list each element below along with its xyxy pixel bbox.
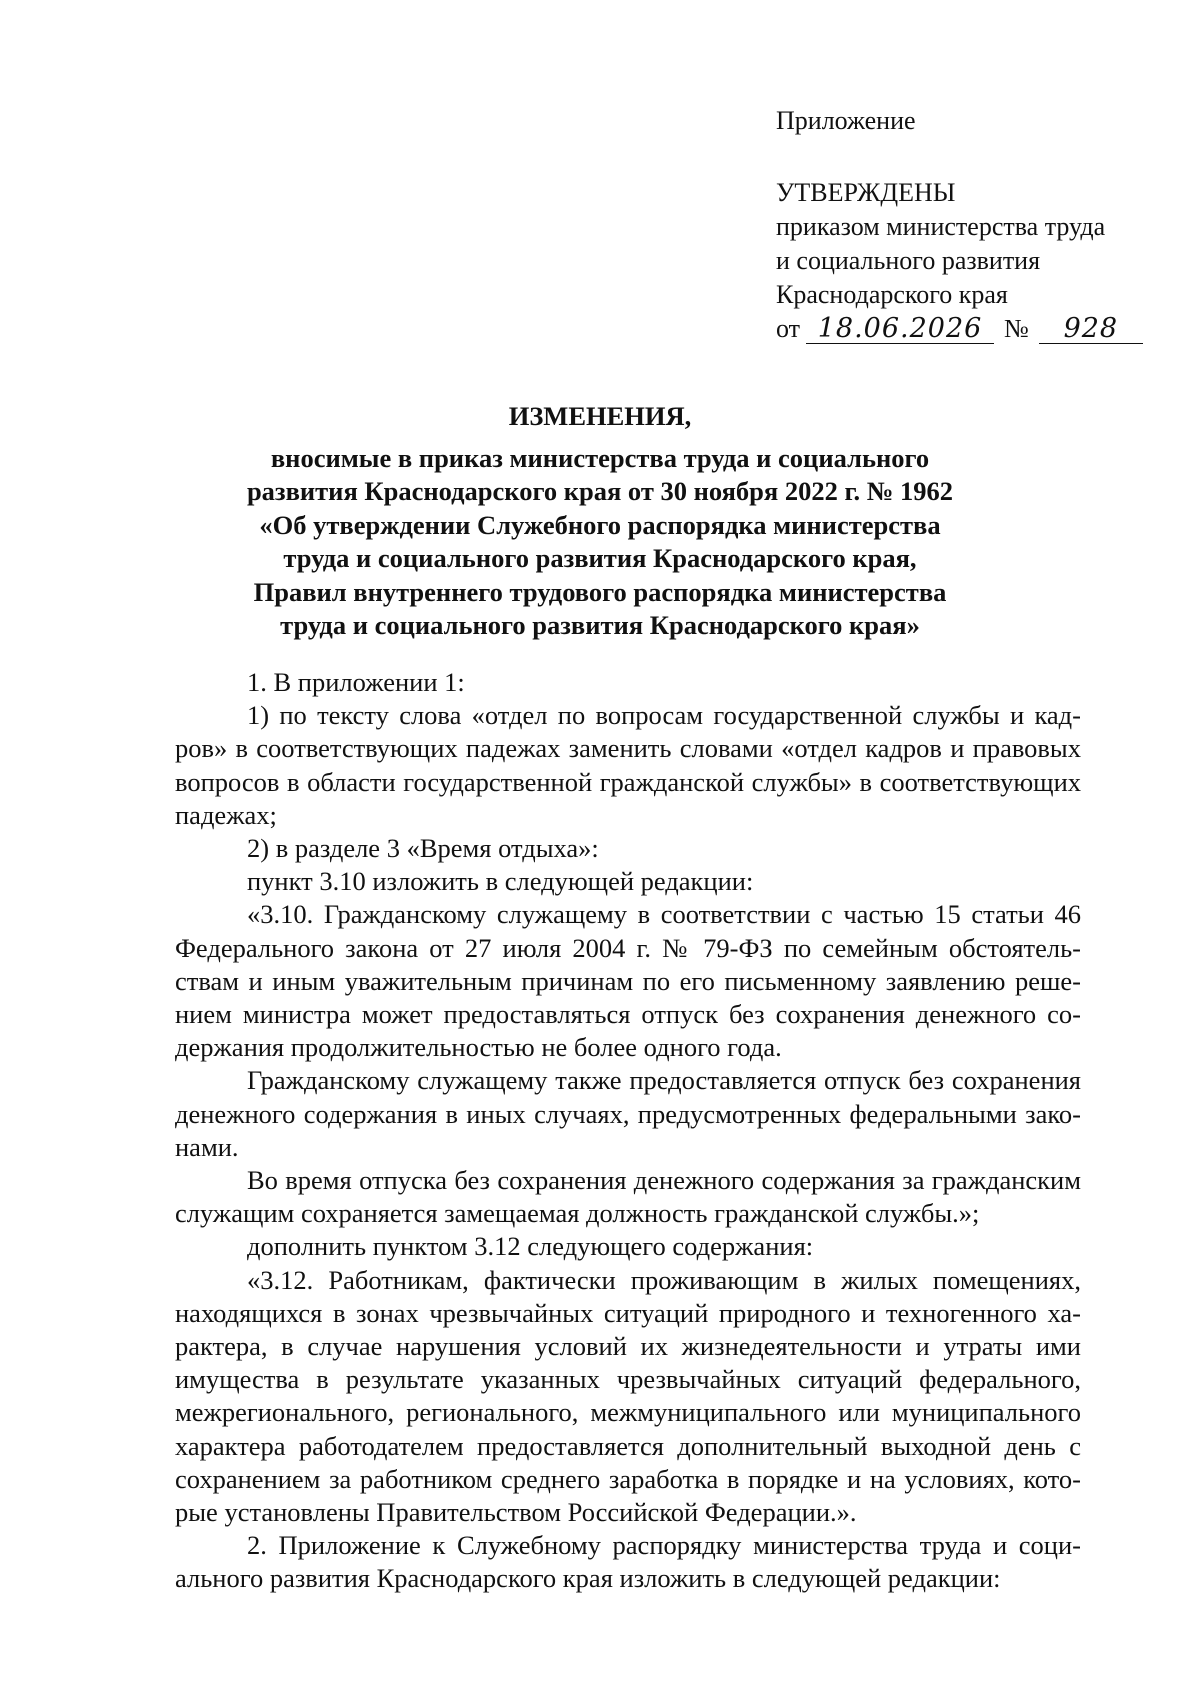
paragraph-clause-3-10: «3.10. Гражданскому служащему в соответствии с частью 15 статьи 46 Федерального закона от 27 июля 2004 г. № 79-ФЗ по семейным обстоятельствам и иным уважительным причинам по его письменному заявлению решением министра может предоставляться отпуск без сохранения денежного содержания продолжительностью не более одного года. (175, 899, 1081, 1063)
title-line: развития Краснодарского края от 30 ноября 2022 г. № 1962 (246, 476, 954, 506)
paragraph-clause-3-12: «3.12. Работникам, фактически проживающим в жилых помещениях, находящихся в зонах чрезвычайных ситуаций природного и техногенного характера, в случае нарушения условий их жизнедеятельности и утраты ими имущества в результате указанных чрезвычайных ситуаций федерального, межрегионального, регионального, межмуниципального или муниципального характера работодателем предоставляется дополнительный выходной день с сохранением за работником среднего заработка в порядке и на условиях, которые установлены Правительством Российской Федерации.». (175, 1264, 1081, 1528)
paragraph-clause-3-10-end: Во время отпуска без сохранения денежного содержания за гражданским служащим сохраняется замещаемая должность гражданской службы.»; (175, 1165, 1081, 1229)
title-line: вносимые в приказ министерства труда и социального (270, 442, 930, 473)
title-heading: ИЗМЕНЕНИЯ, (508, 401, 692, 431)
approved-label: УТВЕРЖДЕНЫ (776, 178, 956, 207)
approval-line: Краснодарского края (776, 280, 1008, 309)
appendix-label: Приложение (776, 106, 916, 135)
paragraph-subitem-1: 1) по тексту слова «отдел по вопросам государственной службы и кадров» в соответствующих падежах заменить словами «отдел кадров и правовых вопросов в области государственной гражданской службы» в соответствующих падежах; (175, 700, 1081, 830)
document-title (150, 400, 1050, 643)
paragraph-clause-3-10-cont: Гражданскому служащему также предоставляется отпуск без сохранения денежного содержания в иных случаях, предусмотренных федеральными законами. (175, 1065, 1081, 1162)
order-date-number-line (776, 312, 1156, 346)
date-prefix: от (776, 314, 801, 343)
paragraph-item-1: 1. В приложении 1: (247, 667, 465, 697)
approval-line: приказом министерства труда (776, 212, 1106, 241)
handwritten-number: 928 (1039, 315, 1143, 344)
approval-line: и социального развития (776, 246, 1041, 275)
document-body (175, 666, 1081, 1596)
title-line: труда и социального развития Краснодарского края» (280, 610, 920, 640)
paragraph-subitem-2: 2) в разделе 3 «Время отдыха»: (247, 833, 599, 864)
approval-block (776, 104, 1156, 346)
paragraph-instruction: пункт 3.10 изложить в следующей редакции: (247, 866, 754, 897)
paragraph-instruction: дополнить пунктом 3.12 следующего содержания: (247, 1231, 814, 1262)
title-line: Правил внутреннего трудового распорядка министерства (253, 576, 947, 607)
number-prefix: № (1004, 314, 1029, 343)
paragraph-item-2: 2. Приложение к Служебному распорядку министерства труда и социального развития Краснодарского края изложить в следующей редакции: (175, 1530, 1081, 1594)
handwritten-date: 18.06.2026 (806, 315, 994, 344)
title-line: труда и социального развития Краснодарского края, (283, 543, 917, 573)
title-line: «Об утверждении Служебного распорядка министерства (259, 509, 941, 540)
